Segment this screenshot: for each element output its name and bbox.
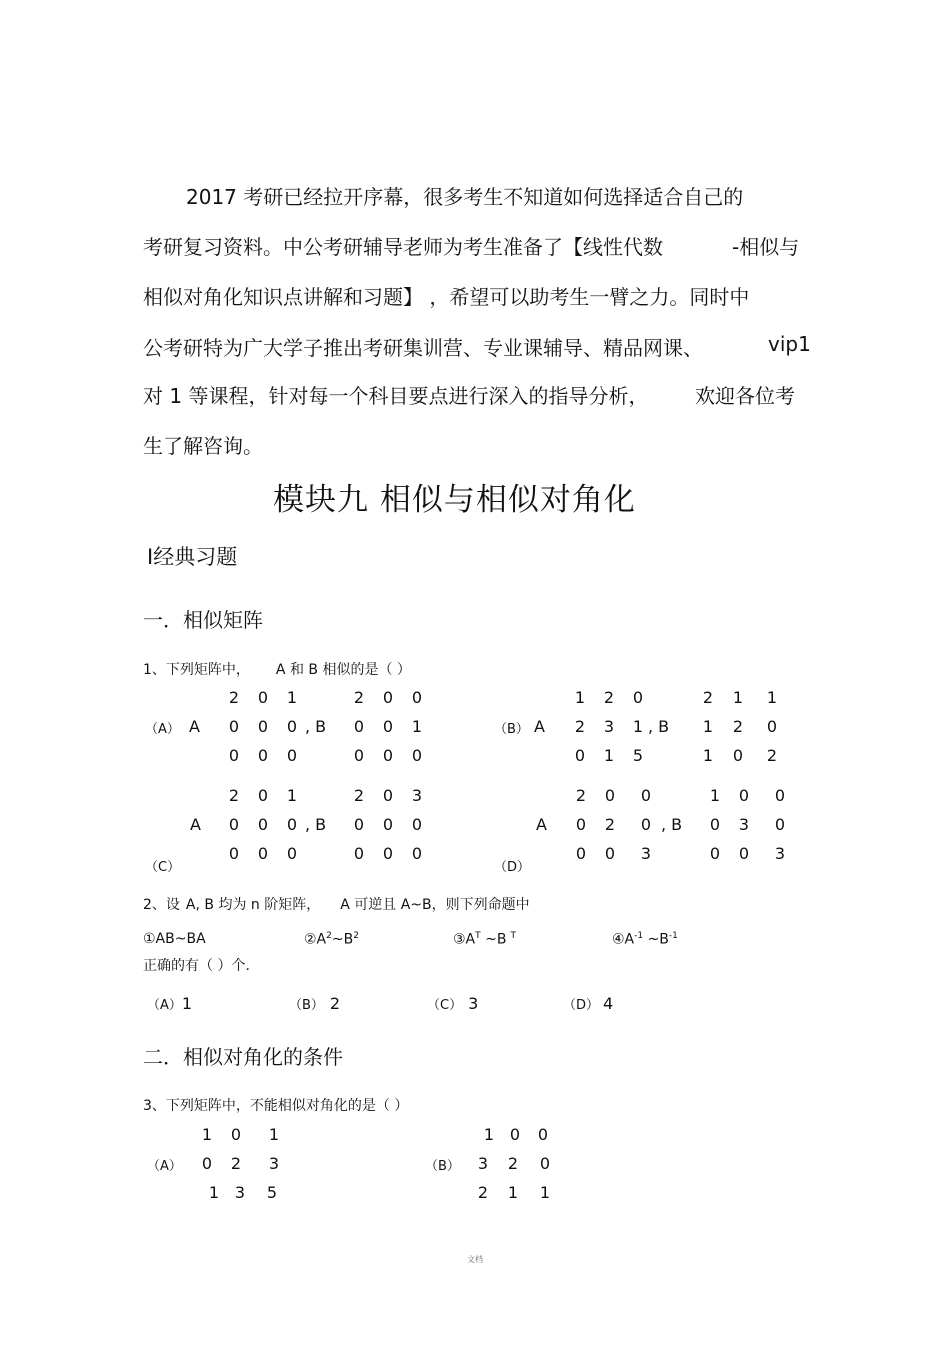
q2-statement-4: $④A^{-1}$ $\sim B^{-1}$ bbox=[612, 931, 678, 948]
q1-option-a-sep: , B bbox=[305, 717, 327, 736]
q1-option-d-label: （D） bbox=[494, 860, 531, 875]
q2-option-c: （C） 3 bbox=[427, 994, 479, 1013]
module-title: 模块九 相似与相似对角化 bbox=[273, 482, 636, 518]
intro-line-6: 生了解咨询。 bbox=[143, 434, 263, 458]
q1-option-d-sep: , B bbox=[661, 815, 683, 834]
q3-stem: 3、下列矩阵中，不能相似对角化的是（ ） bbox=[143, 1098, 409, 1114]
q2-option-b: （B） 2 bbox=[289, 994, 341, 1013]
q3-option-a-label: （A） bbox=[147, 1159, 182, 1174]
q2-option-d: （D） 4 bbox=[563, 994, 614, 1013]
q1-option-a-label: （A） bbox=[145, 722, 180, 737]
q1-stem-a: 1、下列矩阵中， bbox=[143, 662, 250, 678]
intro-line-3: 相似对角化知识点讲解和习题】 ，希望可以助考生一臂之力。同时中 bbox=[143, 285, 750, 309]
q2-stem: 2、设 A, B 均为 n 阶矩阵， A 可逆且 A~B，则下列命题中 bbox=[143, 897, 530, 913]
page-footer: 文档 bbox=[467, 1255, 483, 1264]
q2-statement-2: $②A^2\sim B^2$ bbox=[304, 931, 359, 948]
intro-line-2: 考研复习资料。中公考研辅导老师为考生准备了【线性代数 bbox=[143, 235, 663, 259]
intro-line-5: 对 1 等课程，针对每一个科目要点进行深入的指导分析， bbox=[143, 384, 649, 408]
q1-stem-b: A 和 B 相似的是（ ） bbox=[275, 662, 411, 678]
section-heading: Ⅰ经典习题 bbox=[147, 545, 238, 569]
q2-statement-1: ①AB~BA bbox=[143, 931, 206, 947]
q1-option-a-matrix-a-symbol: A bbox=[189, 717, 200, 736]
q1-option-b-matrix-a-symbol: A bbox=[534, 717, 545, 736]
intro-line-5-end: 欢迎各位考 bbox=[695, 384, 795, 408]
q1-option-c-label: （C） bbox=[145, 860, 181, 875]
q1-option-b-sep: , B bbox=[648, 717, 670, 736]
q1-stem bbox=[143, 659, 411, 679]
q2-statement-3: $③A^T$ ~B $^T$ bbox=[453, 931, 516, 948]
q1-option-d-matrix-a-symbol: A bbox=[536, 815, 547, 834]
q3-option-b-label: （B） bbox=[425, 1159, 460, 1174]
q1-option-b-label: （B） bbox=[494, 722, 529, 737]
q2-count: 正确的有（ ）个． bbox=[143, 958, 260, 974]
q2-option-a: （A）1 bbox=[147, 994, 193, 1013]
subsection-similar-matrices: 一．相似矩阵 bbox=[143, 608, 263, 632]
q1-option-c-sep: , B bbox=[305, 815, 327, 834]
q1-option-c-matrix-a-symbol: A bbox=[190, 815, 201, 834]
subsection-diagonalization-conditions: 二．相似对角化的条件 bbox=[143, 1045, 343, 1069]
intro-line-2-end: -相似与 bbox=[732, 235, 800, 259]
intro-line-1: 2017 考研已经拉开序幕，很多考生不知道如何选择适合自己的 bbox=[186, 185, 744, 209]
intro-line-4-end: vip1 bbox=[768, 332, 811, 356]
intro-line-4: 公考研特为广大学子推出考研集训营、专业课辅导、精品网课、 bbox=[143, 336, 703, 360]
